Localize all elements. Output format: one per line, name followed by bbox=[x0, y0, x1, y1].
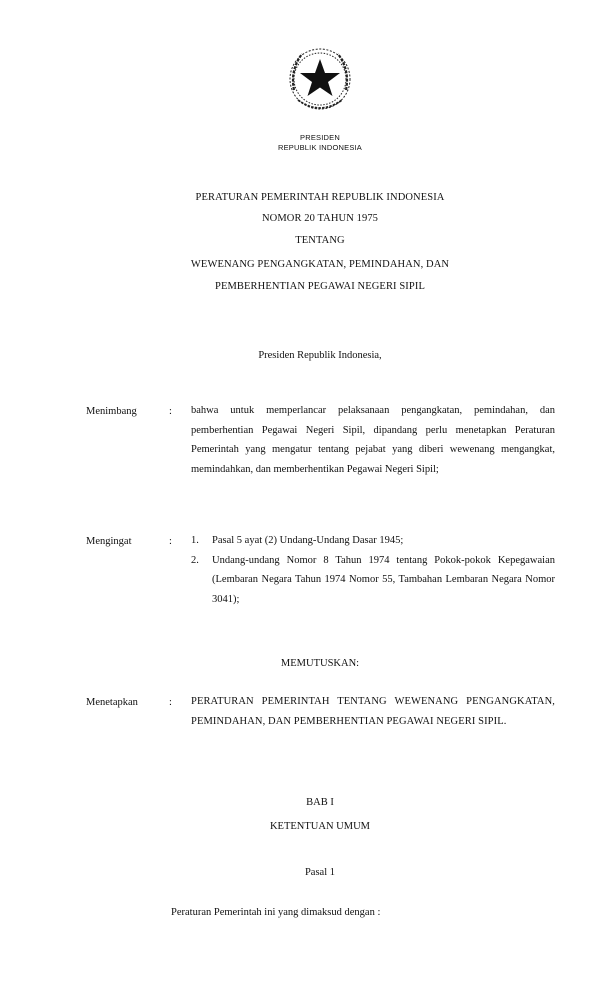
menetapkan-label: Menetapkan bbox=[86, 697, 138, 708]
list-item-text: Pasal 5 ayat (2) Undang-Undang Dasar 1945; bbox=[212, 535, 404, 546]
title-line-2: NOMOR 20 TAHUN 1975 bbox=[261, 213, 379, 224]
menimbang-colon: : bbox=[169, 406, 172, 417]
list-item-number: 2. bbox=[191, 554, 199, 566]
pasal-heading: Pasal 1 bbox=[304, 867, 336, 878]
menetapkan-text: PERATURAN PEMERINTAH TENTANG WEWENANG PENGANGKATAN, PEMINDAHAN, DAN PEMBERHENTIAN PEGAWAI NEGERI SIPIL. bbox=[191, 696, 555, 727]
memutuskan-heading: MEMUTUSKAN: bbox=[280, 658, 360, 669]
header-president-label: PRESIDEN bbox=[300, 133, 340, 142]
menetapkan-colon: : bbox=[169, 697, 172, 708]
garuda-star-emblem bbox=[280, 40, 360, 120]
bab-title: KETENTUAN UMUM bbox=[269, 821, 371, 832]
bab-number: BAB I bbox=[306, 797, 334, 808]
mengingat-list bbox=[191, 531, 555, 609]
list-item bbox=[191, 551, 555, 610]
title-line-3: TENTANG bbox=[295, 235, 345, 246]
preamble: Presiden Republik Indonesia, bbox=[258, 350, 382, 361]
title-line-5: PEMBERHENTIAN PEGAWAI NEGERI SIPIL bbox=[215, 281, 425, 292]
header-republic-label: REPUBLIK INDONESIA bbox=[277, 143, 363, 152]
title-line-1: PERATURAN PEMERINTAH REPUBLIK INDONESIA bbox=[195, 192, 445, 203]
list-item-text: Undang-undang Nomor 8 Tahun 1974 tentang Pokok-pokok Kepegawaian (Lembaran Negara Tahun 1974 Nomor 55, Tambahan Lembaran Negara Nomor 3041); bbox=[212, 554, 555, 605]
list-item-number: 1. bbox=[191, 535, 199, 546]
closing-sentence: Peraturan Pemerintah ini yang dimaksud dengan : bbox=[171, 907, 381, 918]
menimbang-text: bahwa untuk memperlancar pelaksanaan pengangkatan, pemindahan, dan pemberhentian Pegawai Negeri Sipil, dipandang perlu menetapkan Peraturan Pemerintah yang mengatur tentang pejabat yang diberi wewenang mengangkat, memindahkan, dan memberhentikan Pegawai Negeri Sipil; bbox=[191, 405, 555, 475]
list-item bbox=[191, 531, 555, 551]
menimbang-label: Menimbang bbox=[86, 406, 137, 417]
title-line-4: WEWENANG PENGANGKATAN, PEMINDAHAN, DAN bbox=[190, 259, 450, 270]
mengingat-label: Mengingat bbox=[86, 536, 132, 547]
mengingat-colon: : bbox=[169, 536, 172, 547]
